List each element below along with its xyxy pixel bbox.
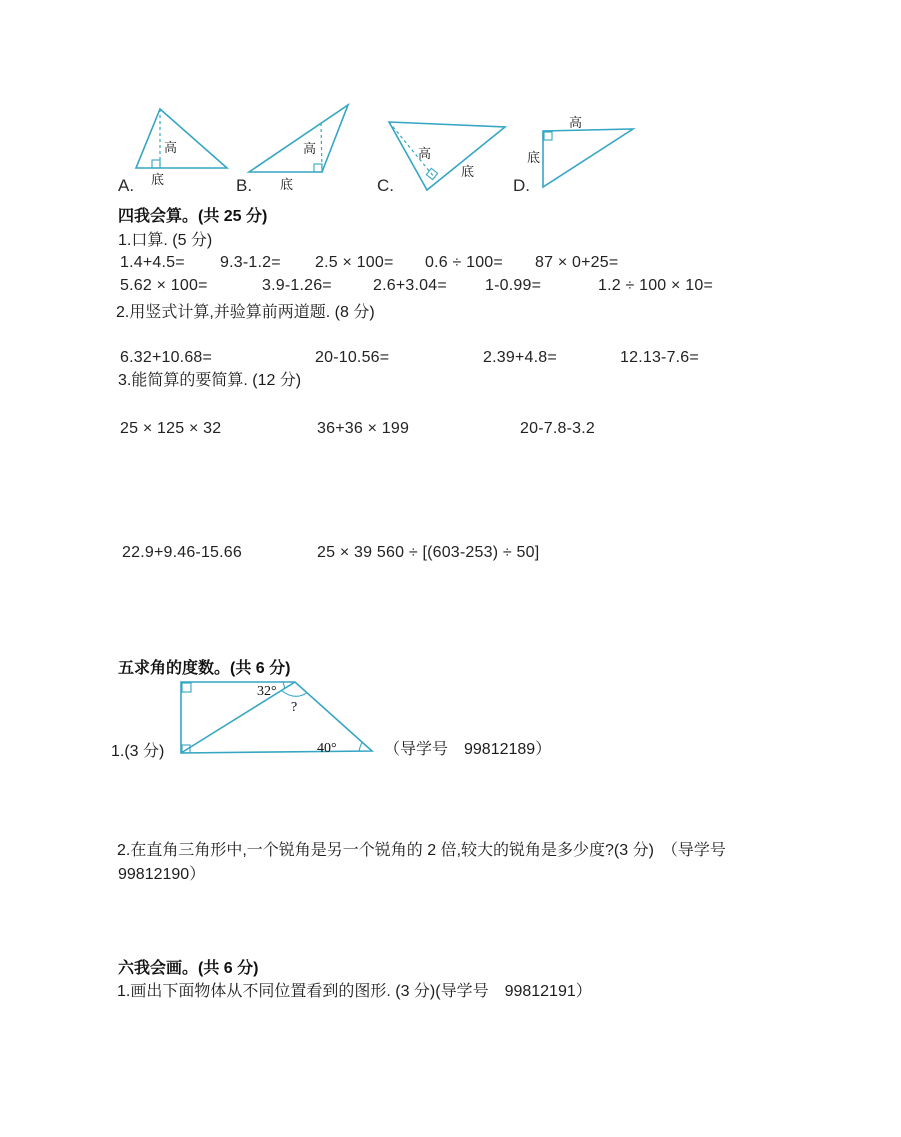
oral-problem: 3.9-1.26= bbox=[262, 277, 332, 294]
oral-problem: 1.2 ÷ 100 × 10= bbox=[598, 277, 713, 294]
base-label: 底 bbox=[280, 177, 294, 192]
vertical-problem: 2.39+4.8= bbox=[483, 349, 557, 366]
triangle-options-figure bbox=[112, 95, 657, 200]
right-angle-marker bbox=[314, 164, 322, 172]
section5-q2-text-line2: 99812190） bbox=[118, 866, 206, 883]
section5-q1-label: 1.(3 分) bbox=[111, 743, 165, 760]
option-b-label: B. bbox=[236, 176, 253, 195]
height-label: 高 bbox=[418, 146, 432, 161]
angle-arc-40 bbox=[359, 742, 362, 751]
triangle-c bbox=[377, 122, 505, 195]
oral-problem: 0.6 ÷ 100= bbox=[425, 254, 503, 271]
section4-title: 四我会算。(共 25 分) bbox=[118, 208, 268, 225]
option-c-label: C. bbox=[377, 176, 394, 195]
right-angle-marker bbox=[544, 132, 552, 140]
section6-title: 六我会画。(共 6 分) bbox=[118, 960, 259, 977]
base-label: 底 bbox=[461, 164, 475, 179]
oral-problem: 1.4+4.5= bbox=[120, 254, 185, 271]
section5-title: 五求角的度数。(共 6 分) bbox=[118, 660, 291, 677]
base-label: 底 bbox=[151, 172, 165, 187]
angle-arc-unknown bbox=[281, 691, 307, 697]
height-label: 高 bbox=[569, 115, 583, 130]
height-label: 高 bbox=[303, 141, 317, 156]
oral-problem: 2.5 × 100= bbox=[315, 254, 394, 271]
oral-problem: 2.6+3.04= bbox=[373, 277, 447, 294]
oral-problem: 1-0.99= bbox=[485, 277, 542, 294]
section4-q2-label: 2.用竖式计算,并验算前两道题. (8 分) bbox=[116, 304, 375, 321]
triangle-b bbox=[236, 105, 348, 195]
simplify-problem: 22.9+9.46-15.66 bbox=[122, 544, 242, 561]
angle-arc-32 bbox=[283, 682, 285, 688]
vertical-problem: 20-10.56= bbox=[315, 349, 390, 366]
triangle-d bbox=[513, 115, 633, 195]
angle-figure bbox=[170, 670, 405, 765]
section6-q1-label: 1.画出下面物体从不同位置看到的图形. (3 分)(导学号 99812191） bbox=[117, 983, 592, 1000]
triangle-a bbox=[118, 109, 227, 195]
simplify-problem: 20-7.8-3.2 bbox=[520, 420, 595, 437]
height-label: 高 bbox=[164, 140, 178, 155]
right-angle-marker bbox=[152, 160, 160, 168]
angle-32-label: 32° bbox=[257, 684, 277, 699]
section4-q3-label: 3.能简算的要简算. (12 分) bbox=[118, 372, 302, 389]
section5-q1-ref: （导学号 99812189） bbox=[384, 741, 552, 758]
section5-q2-text-line1: 2.在直角三角形中,一个锐角是另一个锐角的 2 倍,较大的锐角是多少度?(3 分) （导学号 bbox=[117, 842, 726, 859]
oral-problem: 9.3-1.2= bbox=[220, 254, 281, 271]
angle-unknown-label: ? bbox=[291, 700, 298, 715]
vertical-problem: 6.32+10.68= bbox=[120, 349, 213, 366]
angle-40-label: 40° bbox=[317, 741, 337, 756]
option-a-label: A. bbox=[118, 176, 135, 195]
oral-problem: 87 × 0+25= bbox=[535, 254, 619, 271]
option-d-label: D. bbox=[513, 176, 530, 195]
simplify-problem: 25 × 125 × 32 bbox=[120, 420, 222, 437]
simplify-problem: 36+36 × 199 bbox=[317, 420, 410, 437]
simplify-problem: 25 × 39 560 ÷ [(603-253) ÷ 50] bbox=[317, 544, 540, 561]
section4-q1-label: 1.口算. (5 分) bbox=[118, 232, 213, 249]
vertical-problem: 12.13-7.6= bbox=[620, 349, 699, 366]
oral-problem: 5.62 × 100= bbox=[120, 277, 208, 294]
right-angle-marker bbox=[182, 683, 191, 692]
base-label: 底 bbox=[527, 150, 541, 165]
